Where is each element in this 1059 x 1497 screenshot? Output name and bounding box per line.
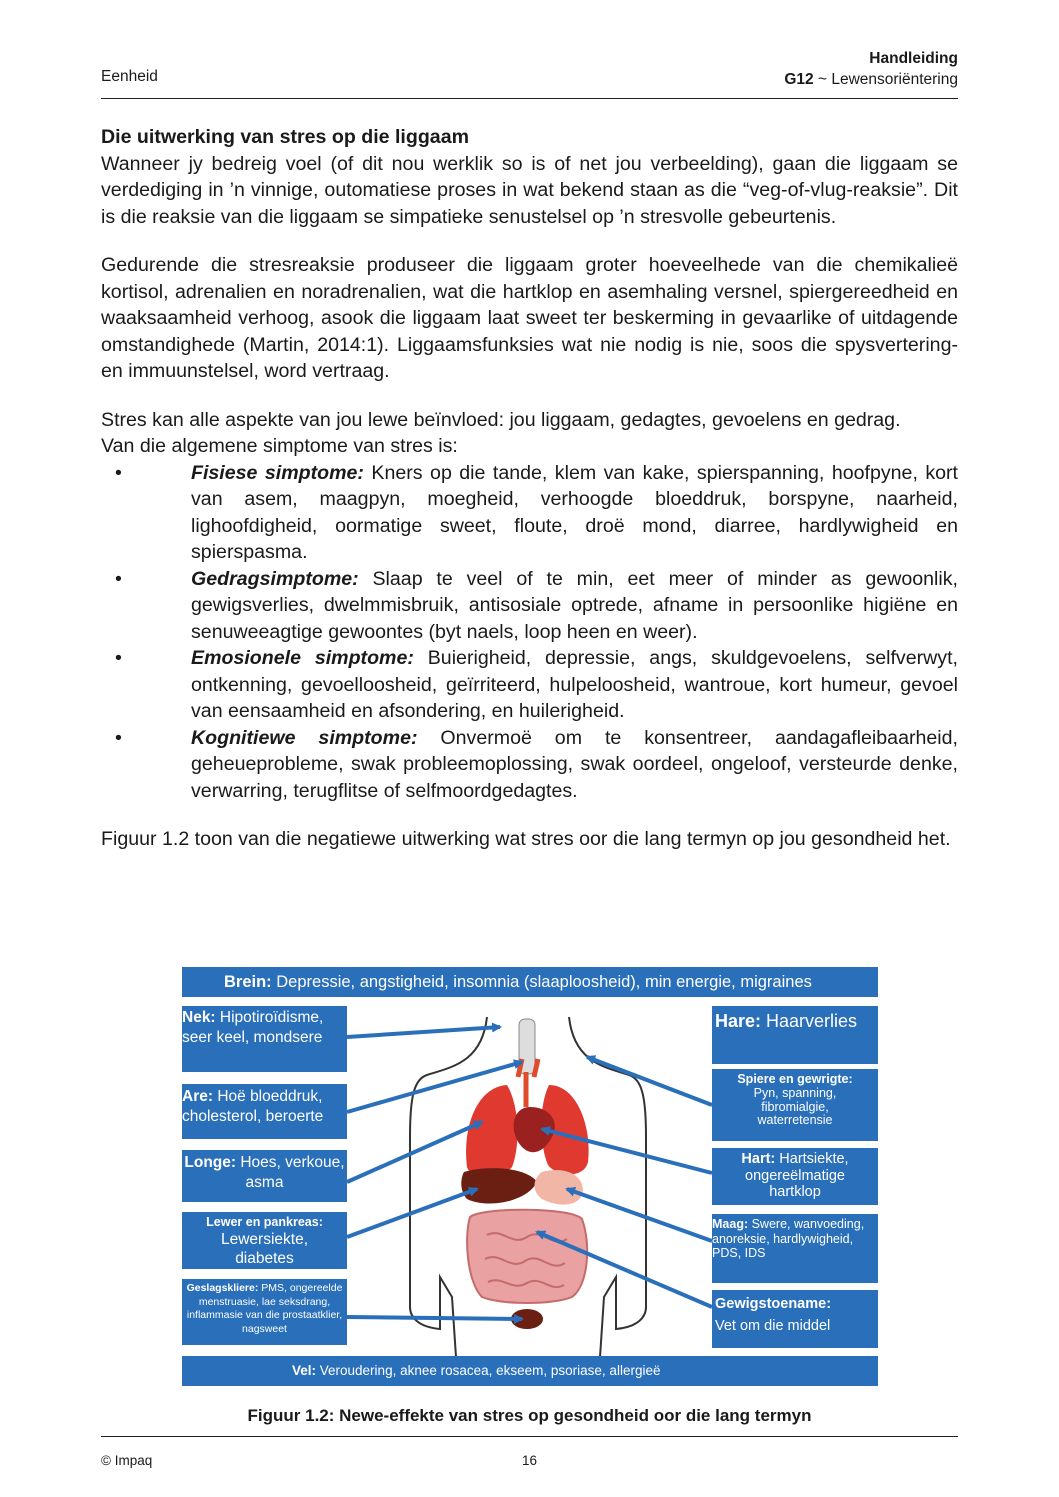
page-header — [101, 48, 958, 99]
page-footer — [101, 1436, 958, 1468]
symptom-list — [101, 460, 958, 805]
gewigstoename-box: Gewigstoename: Vet om die middel — [712, 1290, 878, 1348]
header-subject-line — [784, 69, 958, 90]
header-right — [784, 48, 958, 90]
list-item: • Gedragsimptome: Slaap te veel of te min, eet meer of minder as gewoonlik, gewigsverlies, dwelmmisbruik, antisosiale optrede, afname in persoonlike higiëne en senuweeagtige gewoontes (byt naels, loop heen en weer). — [115, 567, 958, 643]
maag-box: Maag: Swere, wanvoeding, anoreksie, hardlywigheid, PDS, IDS — [712, 1214, 878, 1283]
nek-box: Nek: Hipotiroïdisme, seer keel, mondsere — [182, 1006, 347, 1072]
main-content — [101, 124, 958, 853]
paragraph-3a: Stres kan alle aspekte van jou lewe beïnvloed: jou liggaam, gedagtes, gevoelens en gedrag. — [101, 408, 901, 431]
bullet-icon: • — [115, 461, 122, 484]
header-handbook: Handleiding — [869, 50, 958, 67]
bullet-icon: • — [115, 567, 122, 590]
arrow-geslag — [347, 1317, 522, 1319]
arrow-nek — [347, 1027, 500, 1037]
footer-copyright: © Impaq — [101, 1453, 153, 1468]
hare-box: Hare: Haarverlies — [712, 1006, 878, 1064]
bullet-icon: • — [115, 726, 122, 749]
hart-box: Hart: Hartsiekte, ongereëlmatige hartklop — [712, 1148, 878, 1205]
stress-effects-figure — [182, 967, 878, 1387]
figure-caption: Figuur 1.2: Newe-effekte van stres op gesondheid oor die lang termyn — [247, 1406, 812, 1425]
header-grade: G12 — [784, 71, 814, 88]
paragraph-2: Gedurende die stresreaksie produseer die liggaam groter hoeveelhede van die chemikalieë kortisol, adrenalien en noradrenalien, wat die hartklop en asemhaling versnel, spiergereedheid en waaksaamheid verhoog, asook die liggaam laat sweet ter beskerming in gevaarlike of uitdagende omstandighede (Martin, 2014:1). Liggaamsfunksies wat nie nodig is nie, soos die spysvertering- en immuunstelsel, word vertraag. — [101, 254, 958, 382]
are-box: Are: Hoë bloeddruk, cholesterol, beroerte — [182, 1084, 347, 1139]
list-item: • Fisiese simptome: Kners op die tande, klem van kake, spierspanning, hoofpyne, kort van asem, maagpyn, moegheid, verhoogde bloeddruk, borspyne, naarheid, lighoofdigheid, oormatige sweet, floute, droë mond, diarree, hardlywigheid en spierspasma. — [115, 461, 958, 563]
longe-box: Longe: Hoes, verkoue, asma — [182, 1150, 347, 1202]
intestines-icon — [467, 1210, 587, 1303]
paragraph-4: Figuur 1.2 toon van die negatiewe uitwerking wat stres oor die lang termyn op jou gesondheid het. — [101, 828, 951, 850]
brein-box: Brein: Depressie, angstigheid, insomnia (slaaploosheid), min energie, migraines — [182, 967, 878, 997]
header-subject: ~ Lewensoriëntering — [817, 71, 958, 88]
vel-box: Vel: Veroudering, aknee rosacea, ekseem, psoriase, allergieë — [182, 1356, 878, 1386]
geslagskliere-box: Geslagskliere: PMS, ongereelde menstruasie, lae seksdrang, inflammasie van die prostaatklier, nagsweet — [182, 1279, 347, 1345]
lewer-box: Lewer en pankreas: Lewersiekte, diabetes — [182, 1212, 347, 1269]
bullet-icon: • — [115, 647, 122, 669]
header-unit: Eenheid — [101, 68, 158, 85]
paragraph-3b: Van die algemene simptome van stres is: — [101, 435, 458, 457]
spiere-box: Spiere en gewrigte: Pyn, spanning, fibromialgie, waterretensie — [712, 1069, 878, 1141]
section-title: Die uitwerking van stres op die liggaam — [101, 126, 470, 148]
paragraph-1: Wanneer jy bedreig voel (of dit nou werklik so is of net jou verbeelding), gaan die liggaam se verdediging in ’n vinnige, outomatiese proses in wat bekend staan as die “veg-of-vlug-reaksie”. Dit is die reaksie van die liggaam se simpatieke senustelsel op ’n stresvolle gebeurtenis. — [101, 152, 958, 228]
list-item: • Emosionele simptome: Buierigheid, depressie, angs, skuldgevoelens, selfverwyt, ontkenning, gevoelloosheid, geïrriteerd, hulpeloosheid, wantroue, kort humeur, gevoel van eensaamheid en afsondering, en huilerigheid. — [115, 647, 958, 722]
list-item: • Kognitiewe simptome: Onvermoë om te konsentreer, aandagafleibaarheid, geheueprobleme, swak probleemoplossing, swak oordeel, ongeloof, versteurde denke, verwarring, terugflitse of selfmoordgedagtes. — [115, 726, 958, 802]
page-number: 16 — [521, 1453, 538, 1468]
